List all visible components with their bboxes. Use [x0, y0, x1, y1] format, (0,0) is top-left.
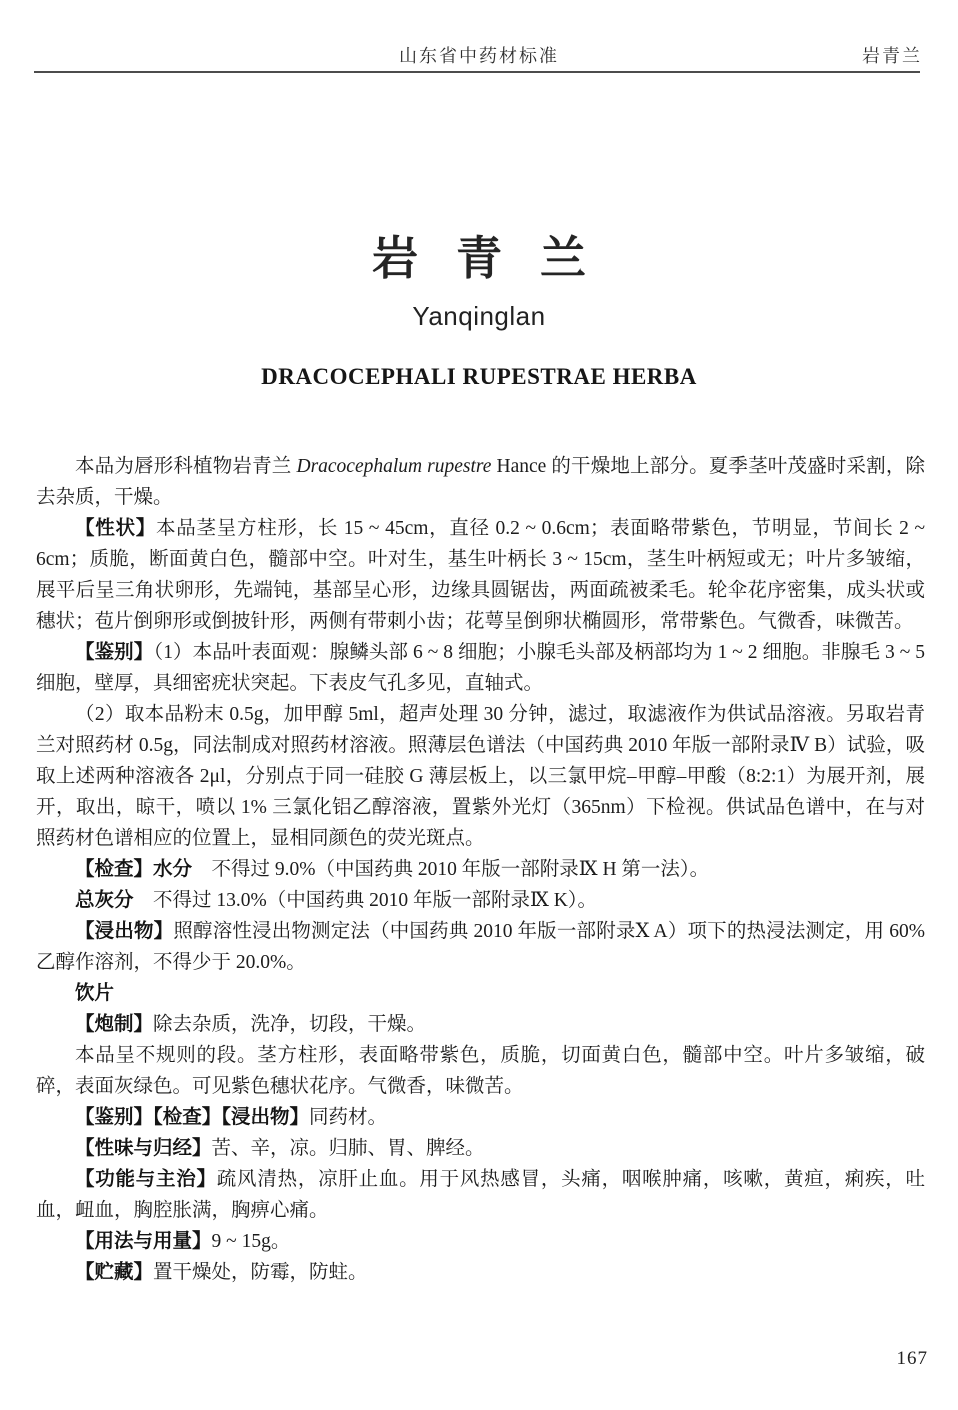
- paragraph-6: [36, 885, 925, 916]
- text-segment: Hance 的干燥地上部分。夏季茎叶茂盛时采割，除去杂质，干燥。: [36, 456, 925, 508]
- text-segment: 疏风清热，凉肝止血。用于风热感冒，头痛，咽喉肿痛，咳嗽，黄疸，痢疾，吐血，衄血，胸腔胀满，胸痹心痛。: [36, 1169, 925, 1221]
- paragraph-10: [36, 1040, 925, 1102]
- paragraph-5: [36, 854, 925, 885]
- text-segment: 【鉴别】: [75, 641, 154, 663]
- text-segment: （1）本品叶表面观：腺鳞头部 6 ~ 8 细胞；小腺毛头部及柄部均为 1 ~ 2 细胞。非腺毛 3 ~ 5 细胞，壁厚，具细密疣状突起。下表皮气孔多见，直轴式。: [36, 642, 925, 694]
- text-segment: （2）取本品粉末 0.5g，加甲醇 5ml，超声处理 30 分钟，滤过，取滤液作为供试品溶液。另取岩青兰对照药材 0.5g，同法制成对照药材溶液。照薄层色谱法（中国药典 2010 年版一部附录Ⅳ B）试验，吸取上述两种溶液各 2μl，分别点于同一硅胶 G 薄层板上，以三氯甲烷–甲醇–甲酸（8:2:1）为展开剂，展开，取出，晾干，喷以 1% 三氯化铝乙醇溶液，置紫外光灯（365nm）下检视。供试品色谱中，在与对照药材色谱相应的位置上，显相同颜色的荧光斑点。: [36, 704, 925, 849]
- text-segment: 【检查】: [75, 858, 154, 880]
- text-segment: 【炮制】: [75, 1013, 154, 1035]
- text-segment: 不得过 13.0%（中国药典 2010 年版一部附录Ⅸ K）。: [133, 890, 598, 911]
- paragraph-7: [36, 916, 925, 978]
- entry-title-latin: DRACOCEPHALI RUPESTRAE HERBA: [261, 364, 697, 389]
- body-content: [36, 451, 925, 1288]
- text-segment: 置干燥处，防霉，防蛀。: [153, 1262, 368, 1283]
- paragraph-12: [36, 1133, 925, 1164]
- text-segment: 【鉴别】【检查】【浸出物】: [75, 1106, 310, 1128]
- running-head: [36, 42, 922, 68]
- text-segment: 【用法与用量】: [75, 1230, 212, 1252]
- paragraph-13: [36, 1164, 925, 1226]
- paragraph-4: [36, 699, 925, 854]
- entry-title-pinyin: Yanqinglan: [412, 301, 546, 331]
- paragraph-9: [36, 1009, 925, 1040]
- paragraph-2: [36, 513, 925, 637]
- text-segment: 本品为唇形科植物岩青兰: [75, 456, 297, 477]
- text-segment: 9 ~ 15g。: [211, 1231, 291, 1252]
- paragraph-11: [36, 1102, 925, 1133]
- text-segment: 【浸出物】: [75, 920, 174, 942]
- text-segment: 【贮藏】: [75, 1261, 154, 1283]
- paragraph-14: [36, 1226, 925, 1257]
- text-segment: 水分: [153, 858, 193, 880]
- entry-title-chinese: 岩青兰: [372, 232, 624, 284]
- running-head-entry-name: 岩青兰: [862, 46, 922, 66]
- paragraph-15: [36, 1257, 925, 1288]
- text-segment: 【性状】: [75, 517, 156, 539]
- text-segment: 饮片: [75, 982, 115, 1004]
- text-segment: 【功能与主治】: [75, 1168, 217, 1190]
- page-number: 167: [896, 1348, 928, 1369]
- text-segment: 同药材。: [309, 1107, 388, 1128]
- paragraph-8: [36, 978, 925, 1009]
- running-head-book-title: 山东省中药材标准: [399, 46, 559, 66]
- text-segment: 【性味与归经】: [75, 1137, 212, 1159]
- text-segment: 苦、辛，凉。归肺、胃、脾经。: [211, 1138, 485, 1159]
- header-rule: [34, 71, 920, 73]
- text-segment: 本品茎呈方柱形，长 15 ~ 45cm，直径 0.2 ~ 0.6cm；表面略带紫色，节明显，节间长 2 ~ 6cm；质脆，断面黄白色，髓部中空。叶对生，基生叶柄长 3 ~ 15cm，茎生叶柄短或无；叶片多皱缩，展平后呈三角状卵形，先端钝，基部呈心形，边缘具圆锯齿，两面疏被柔毛。轮伞花序密集，成头状或穗状；苞片倒卵形或倒披针形，两侧有带刺小齿；花萼呈倒卵状椭圆形，常带紫色。气微香，味微苦。: [36, 518, 925, 632]
- text-segment: 本品呈不规则的段。茎方柱形，表面略带紫色，质脆，切面黄白色，髓部中空。叶片多皱缩，破碎，表面灰绿色。可见紫色穗状花序。气微香，味微苦。: [36, 1045, 925, 1097]
- paragraph-1: [36, 451, 925, 513]
- text-segment: 总灰分: [75, 889, 134, 911]
- paragraph-3: [36, 637, 925, 699]
- text-segment: 照醇溶性浸出物测定法（中国药典 2010 年版一部附录Ⅹ A）项下的热浸法测定，用 60% 乙醇作溶剂，不得少于 20.0%。: [36, 921, 925, 973]
- text-segment: 除去杂质，洗净，切段，干燥。: [153, 1014, 427, 1035]
- text-segment: Dracocephalum rupestre: [296, 456, 492, 477]
- text-segment: 不得过 9.0%（中国药典 2010 年版一部附录Ⅸ H 第一法）。: [192, 859, 710, 880]
